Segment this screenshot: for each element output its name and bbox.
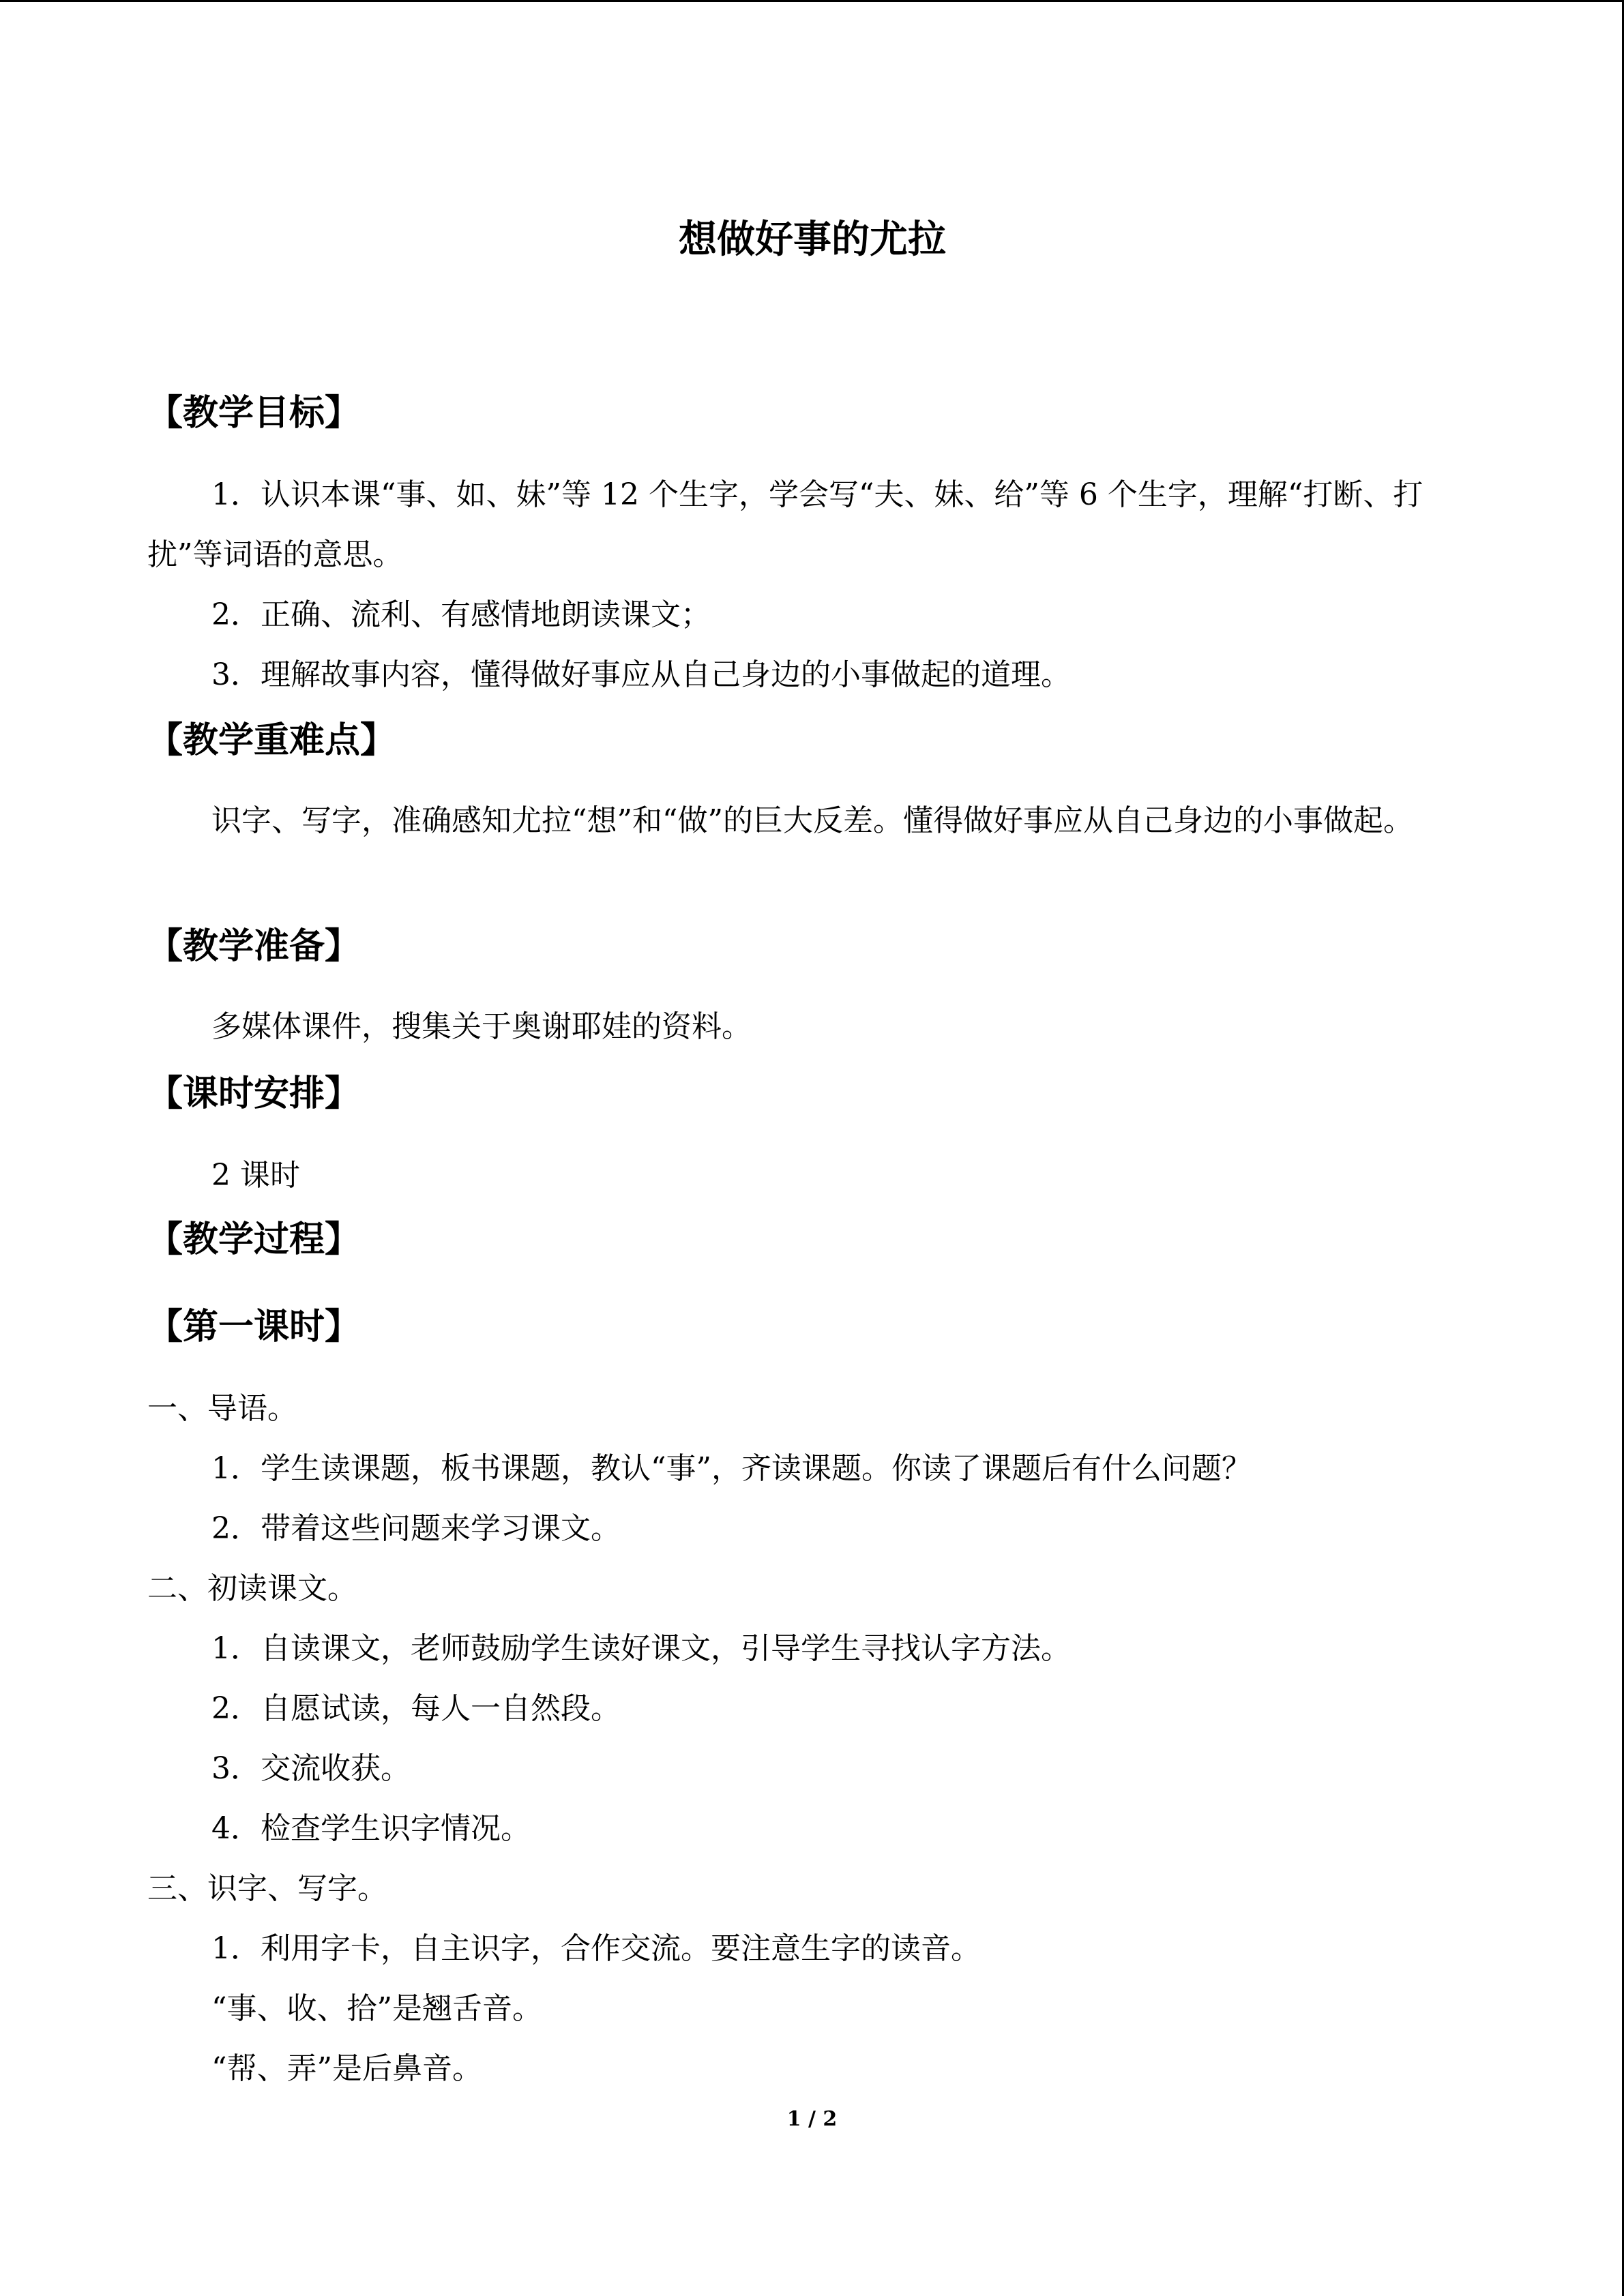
part-2-item-2: 2．自愿试读，每人一自然段。 [211,1691,621,1726]
part-2-item-3: 3．交流收获。 [211,1751,411,1786]
heading-teaching-process: 【教学过程】 [147,1219,361,1260]
objective-item-3: 3．理解故事内容，懂得做好事应从自己身边的小事做起的道理。 [211,657,1071,692]
objective-item-1: 1．认识本课“事、如、妹”等 12 个生字，学会写“夫、妹、给”等 6 个生字，理解“打断、打扰”等词语的意思。 [147,477,1423,572]
heading-teaching-preparation: 【教学准备】 [147,926,361,967]
heading-first-lesson: 【第一课时】 [147,1307,361,1347]
part-3-item-1: 1．利用字卡，自主识字，合作交流。要注意生字的读音。 [211,1931,981,1966]
heading-key-difficulties: 【教学重难点】 [147,720,396,761]
part-2-title: 二、初读课文。 [147,1571,357,1606]
part-3-note-1: “事、收、拾”是翘舌音。 [211,1991,542,2026]
part-1-title: 一、导语。 [147,1391,297,1426]
part-1-item-2: 2．带着这些问题来学习课文。 [211,1511,621,1546]
preparation-text: 多媒体课件，搜集关于奥谢耶娃的资料。 [211,1009,752,1044]
part-2-item-4: 4．检查学生识字情况。 [211,1811,531,1846]
page-number: 1 / 2 [786,2107,838,2131]
part-2-item-1: 1．自读课文，老师鼓励学生读好课文，引导学生寻找认字方法。 [211,1631,1071,1666]
part-3-title: 三、识字、写字。 [147,1871,387,1906]
schedule-text: 2 课时 [211,1158,300,1193]
heading-class-schedule: 【课时安排】 [147,1073,361,1114]
objective-item-2: 2．正确、流利、有感情地朗读课文； [211,597,711,632]
document-title: 想做好事的尤拉 [679,218,946,262]
heading-teaching-objectives: 【教学目标】 [147,393,361,434]
part-3-note-2: “帮、弄”是后鼻音。 [211,2051,482,2086]
part-1-item-1: 1．学生读课题，板书课题，教认“事”，齐读课题。你读了课题后有什么问题？ [211,1451,1252,1486]
key-difficulties-text: 识字、写字，准确感知尤拉“想”和“做”的巨大反差。懂得做好事应从自己身边的小事做起。 [211,803,1413,838]
